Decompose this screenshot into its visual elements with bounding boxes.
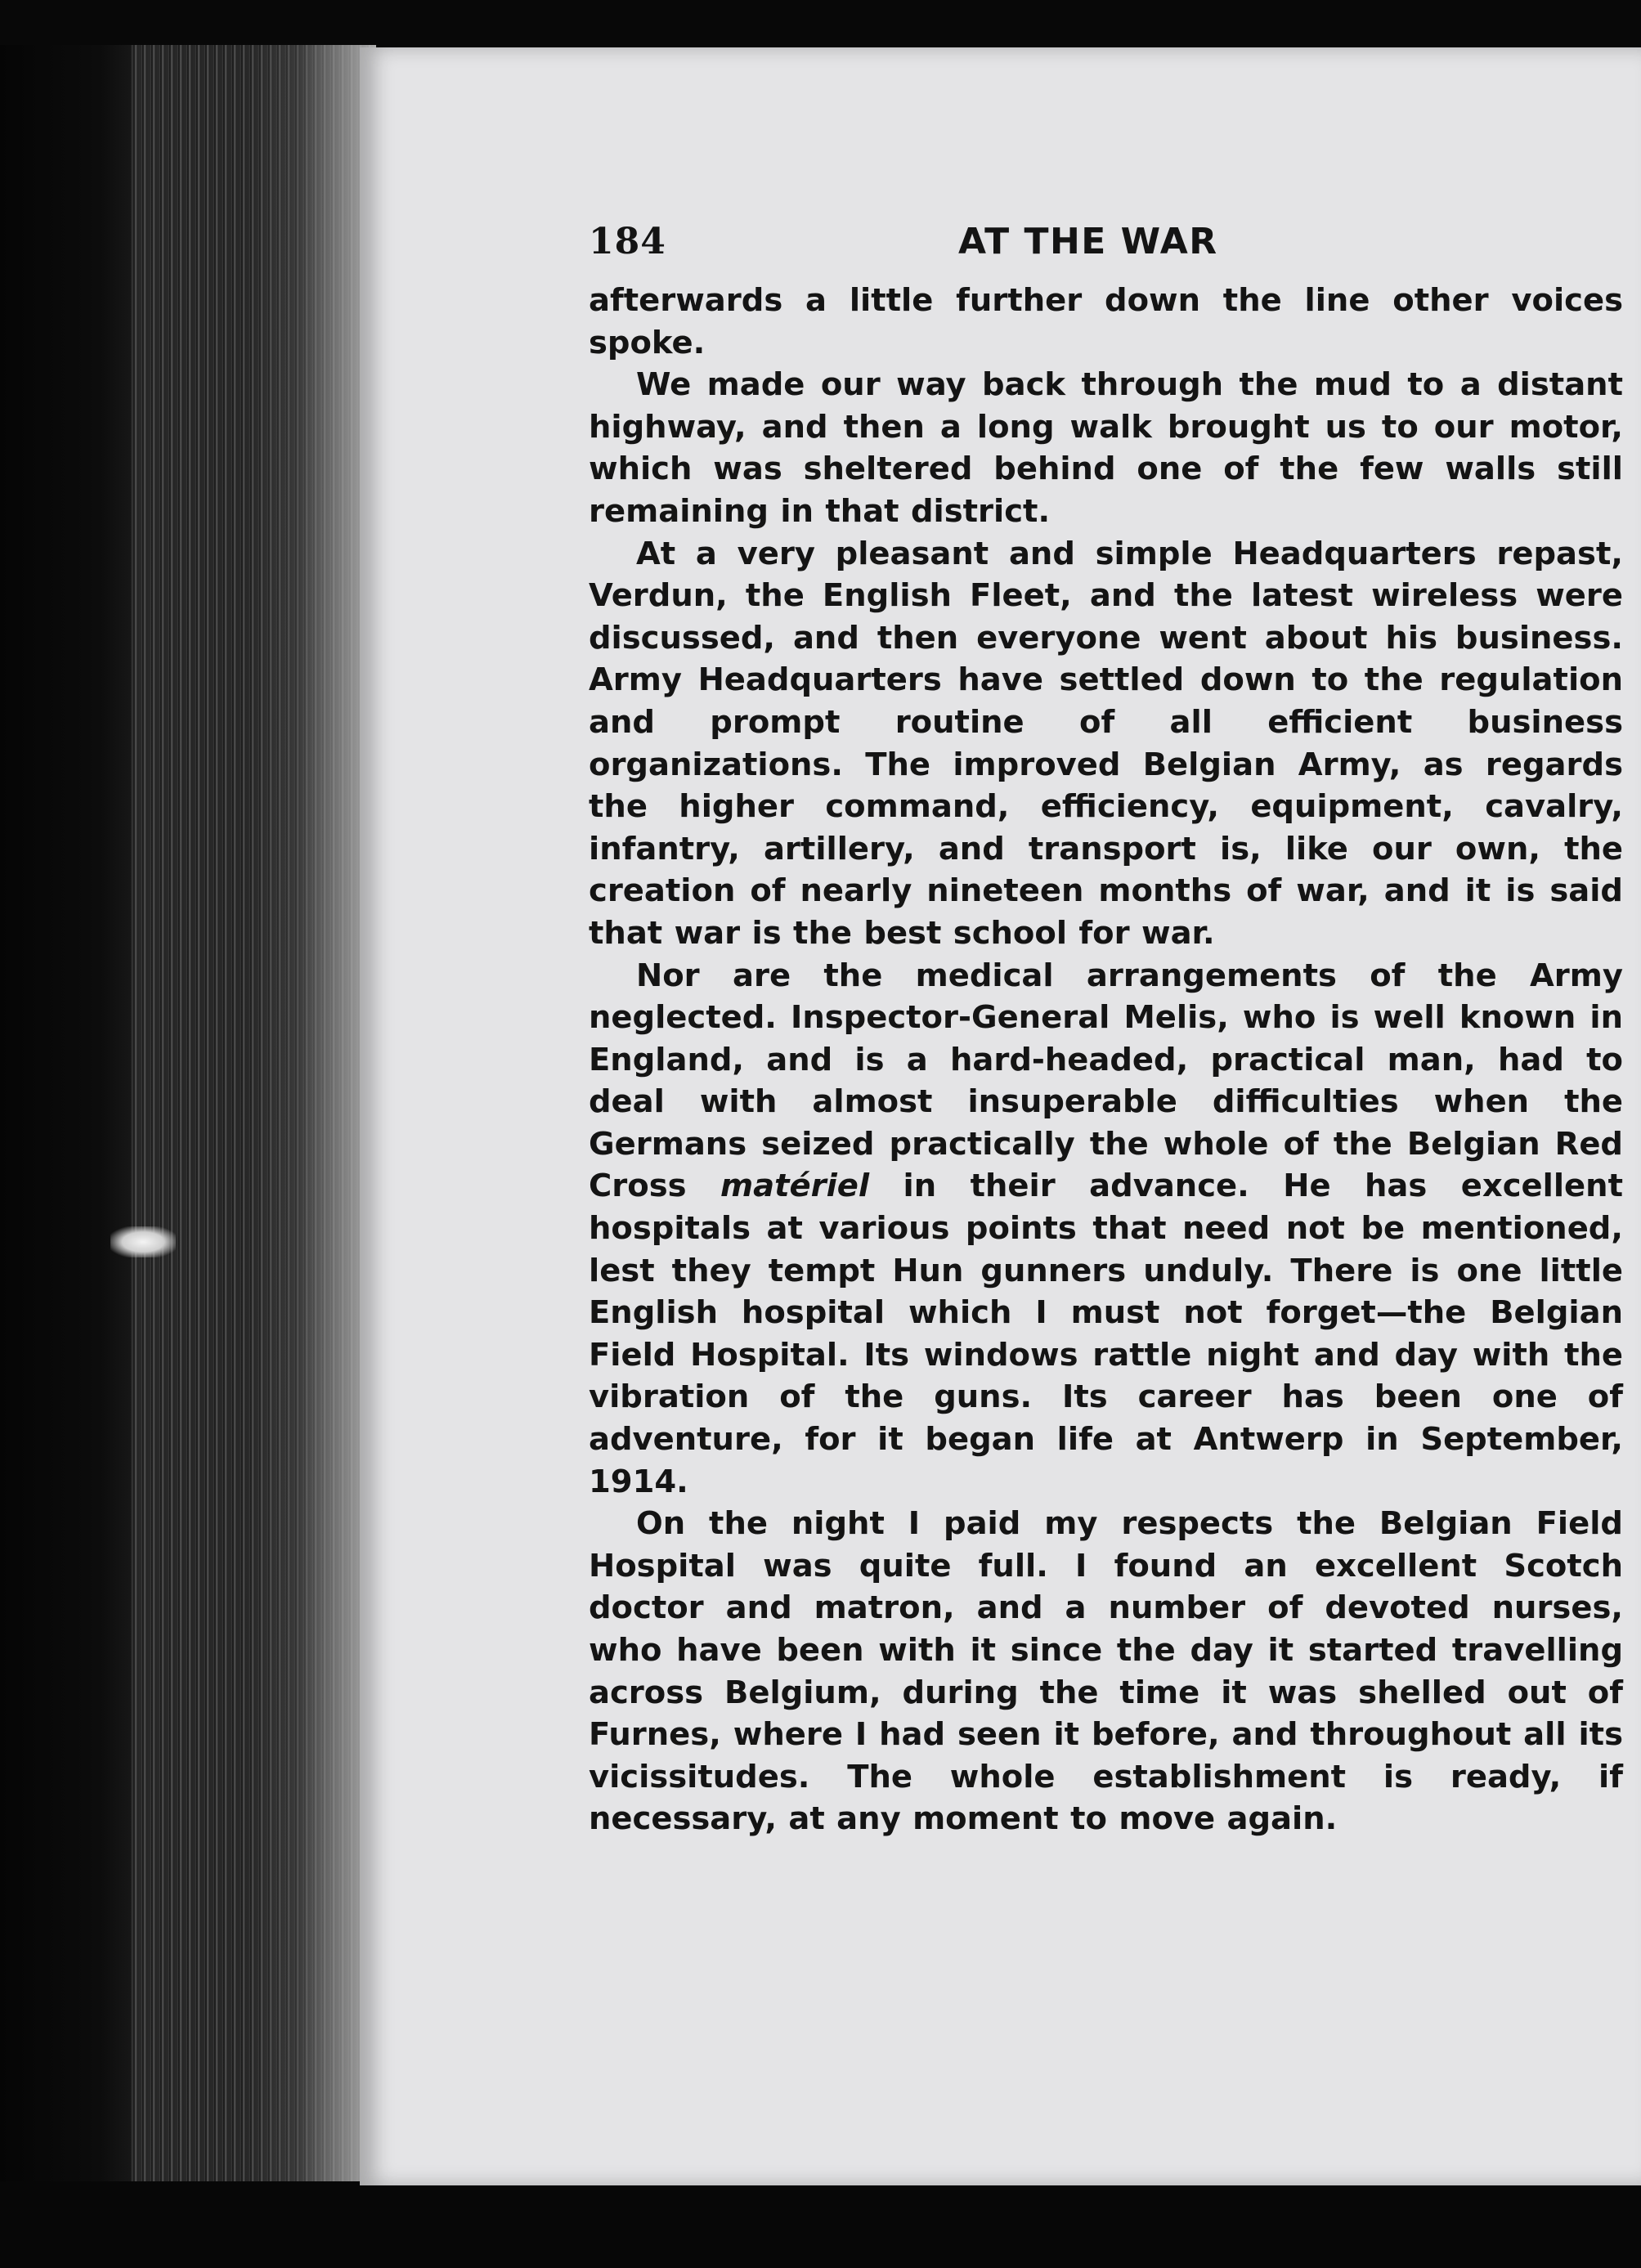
- italic-term: matériel: [720, 1168, 870, 1205]
- page-edges-shading: [245, 45, 376, 2187]
- paragraph-text: in their advance. He has excellent hospitals at various points that need not be mentioned, lest they tempt Hun gunners unduly. There is one little English hospital which I must not forget—the Belgian Field Hospital. Its windows rattle night and day with the vibration of the guns. Its career has been one of adventure, for it began life at Antwerp in September, 1914.: [589, 1168, 1623, 1500]
- scan-background-bottom: [0, 2181, 1641, 2268]
- page-text: [589, 214, 1623, 1840]
- book-outer-edge: [0, 45, 143, 2212]
- paragraph: [589, 955, 1623, 1504]
- paragraph: At a very pleasant and simple Headquarters repast, Verdun, the English Fleet, and the latest wireless were discussed, and then everyone went about his business. Army Headquarters have settled down to the regulation and prompt routine of all efficient business organizations. The improved Belgian Army, as regards the higher command, efficiency, equipment, cavalry, infantry, artillery, and transport is, like our own, the creation of nearly nineteen months of war, and it is said that war is the best school for war.: [589, 535, 1623, 952]
- page-header: [589, 214, 1623, 280]
- page-number: 184: [589, 221, 666, 262]
- running-head: AT THE WAR: [958, 221, 1218, 262]
- paragraph-text: Nor are the medical arrangements of the Army neglected. Inspector-General Melis, who is well known in England, and is a hard-headed, practical man, had to deal with almost insuperable difficulties when the Germans seized practically the whole of the Belgian Red Cross: [589, 957, 1623, 1205]
- paragraph: afterwards a little further down the line other voices spoke.: [589, 282, 1623, 361]
- scan-smudge: [110, 1226, 176, 1257]
- paragraph: On the night I paid my respects the Belgian Field Hospital was quite full. I found an excellent Scotch doctor and matron, and a number of devoted nurses, who have been with it since the day it started travelling across Belgium, during the time it was shelled out of Furnes, where I had seen it before, and throughout all its vicissitudes. The whole establishment is ready, if necessary, at any moment to move again.: [589, 1505, 1623, 1838]
- paragraph: We made our way back through the mud to a distant highway, and then a long walk brought us to our motor, which was sheltered behind one of the few walls still remaining in that district.: [589, 366, 1623, 530]
